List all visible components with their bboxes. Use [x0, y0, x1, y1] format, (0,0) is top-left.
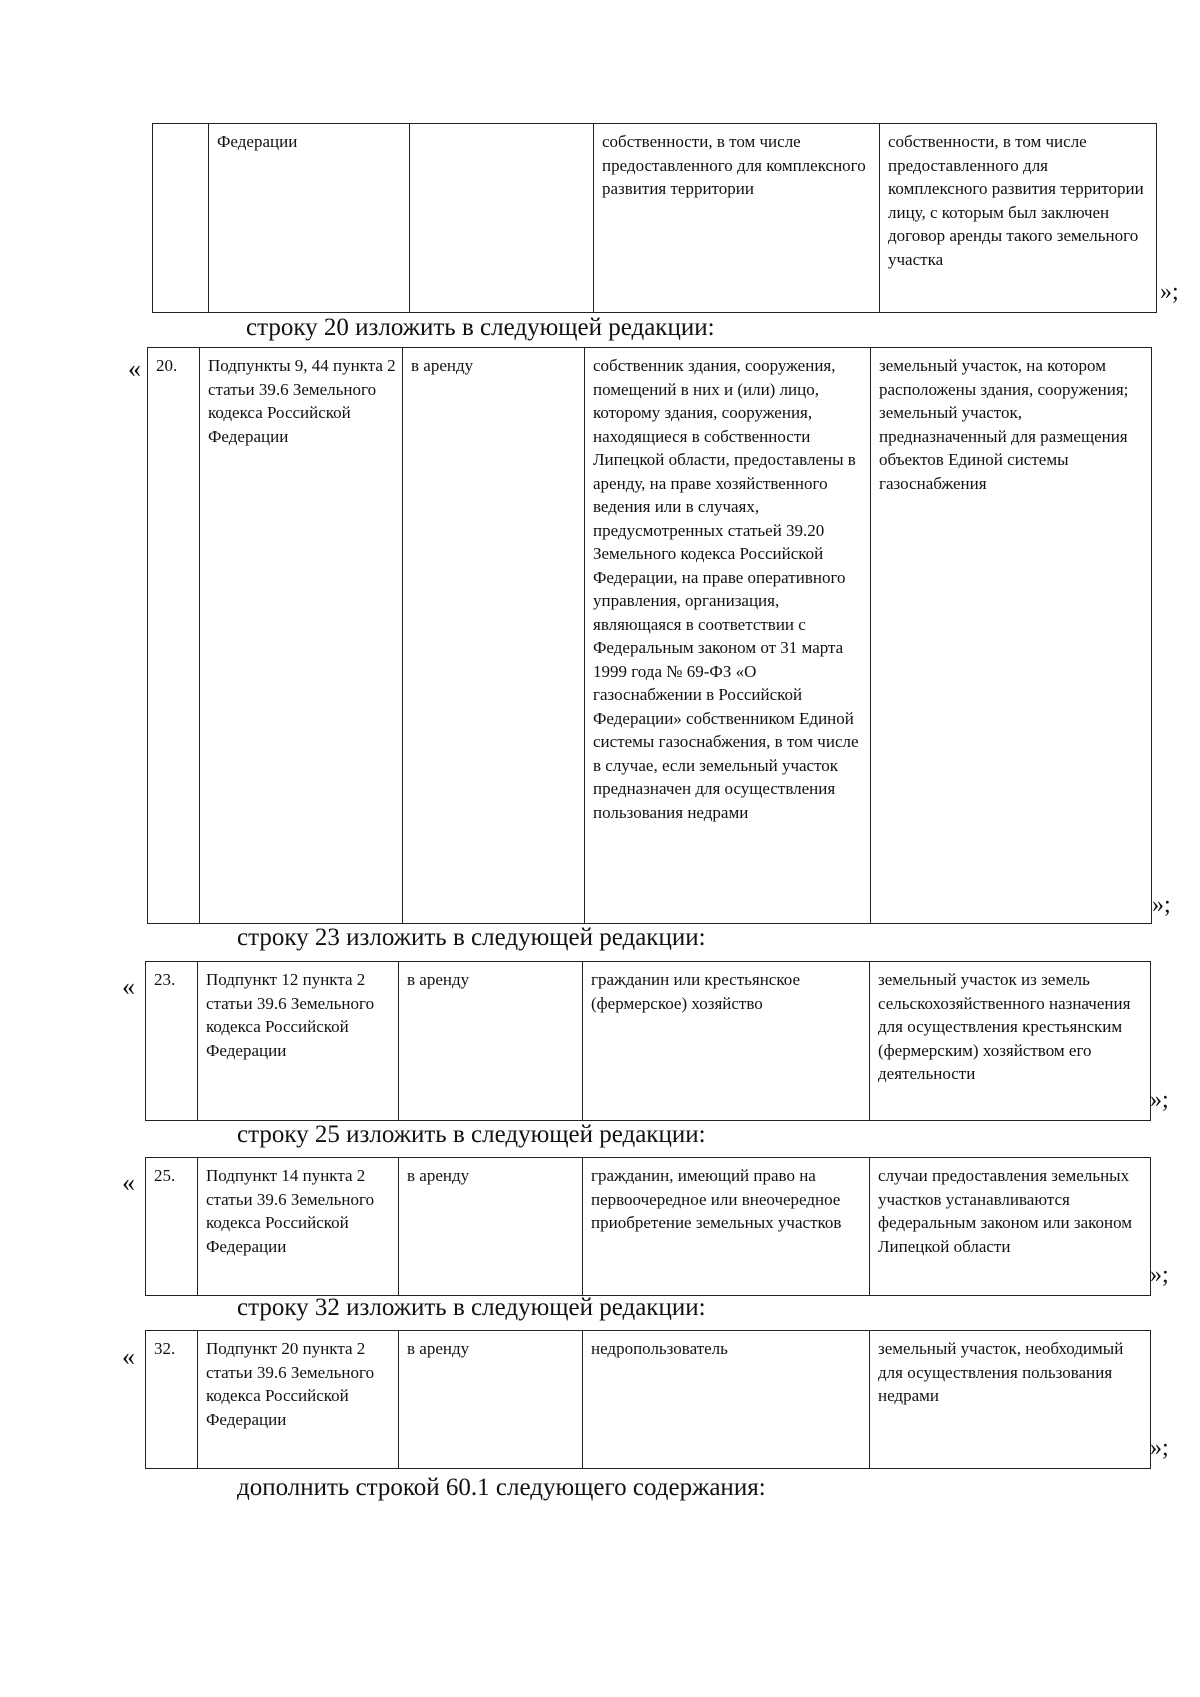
amendment-heading-23: строку 23 изложить в следующей редакции:	[237, 924, 706, 951]
table-row-20	[147, 347, 1152, 924]
cell-type	[410, 124, 594, 313]
opening-quote: «	[122, 1342, 135, 1371]
cell-number: 20.	[148, 348, 200, 924]
opening-quote: «	[128, 354, 141, 383]
cell-number: 32.	[146, 1331, 198, 1469]
cell-basis: Подпункт 12 пункта 2 статьи 39.6 Земельного кодекса Российской Федерации	[198, 962, 399, 1121]
opening-quote: «	[122, 972, 135, 1001]
opening-quote: «	[122, 1168, 135, 1197]
closing-quote: »;	[1150, 1262, 1169, 1288]
cell-object: земельный участок, необходимый для осуществления пользования недрами	[870, 1331, 1151, 1469]
cell-basis: Подпункт 14 пункта 2 статьи 39.6 Земельного кодекса Российской Федерации	[198, 1158, 399, 1296]
cell-basis: Подпункт 20 пункта 2 статьи 39.6 Земельного кодекса Российской Федерации	[198, 1331, 399, 1469]
cell-applicant: недропользователь	[583, 1331, 870, 1469]
cell-object: земельный участок, на котором расположены здания, сооружения; земельный участок, предназначенный для размещения объектов Единой системы газоснабжения	[871, 348, 1152, 924]
closing-quote: »;	[1150, 1087, 1169, 1113]
cell-applicant: гражданин или крестьянское (фермерское) хозяйство	[583, 962, 870, 1121]
table-row-23	[145, 961, 1151, 1121]
cell-number: 25.	[146, 1158, 198, 1296]
closing-quote: »;	[1160, 279, 1179, 305]
amendment-heading-60-1: дополнить строкой 60.1 следующего содержания:	[237, 1474, 766, 1501]
amendment-heading-20: строку 20 изложить в следующей редакции:	[246, 314, 715, 341]
cell-applicant: собственник здания, сооружения, помещений в них и (или) лицо, которому здания, сооружения, находящиеся в собственности Липецкой области, предоставлены в аренду, на праве хозяйственного ведения или в случаях, предусмотренных статьей 39.20 Земельного кодекса Российской Федерации, на праве оперативного управления, организация, являющаяся в соответствии с Федеральным законом от 31 марта 1999 года № 69-ФЗ «О газоснабжении в Российской Федерации» собственником Единой системы газоснабжения, в том числе в случае, если земельный участок предназначен для осуществления пользования недрами	[585, 348, 871, 924]
cell-basis: Федерации	[209, 124, 410, 313]
cell-object: собственности, в том числе предоставленного для комплексного развития территории лицу, с которым был заключен договор аренды такого земельного участка	[880, 124, 1157, 313]
table-row-continuation	[152, 123, 1157, 313]
cell-applicant: собственности, в том числе предоставленного для комплексного развития территории	[594, 124, 880, 313]
cell-number: 23.	[146, 962, 198, 1121]
cell-type: в аренду	[399, 1331, 583, 1469]
table-row-32	[145, 1330, 1151, 1469]
cell-basis: Подпункты 9, 44 пункта 2 статьи 39.6 Земельного кодекса Российской Федерации	[200, 348, 403, 924]
amendment-heading-32: строку 32 изложить в следующей редакции:	[237, 1294, 706, 1321]
cell-object: случаи предоставления земельных участков устанавливаются федеральным законом или законом Липецкой области	[870, 1158, 1151, 1296]
cell-type: в аренду	[403, 348, 585, 924]
cell-object: земельный участок из земель сельскохозяйственного назначения для осуществления крестьянским (фермерским) хозяйством его деятельности	[870, 962, 1151, 1121]
closing-quote: »;	[1152, 892, 1171, 918]
cell-applicant: гражданин, имеющий право на первоочередное или внеочередное приобретение земельных участков	[583, 1158, 870, 1296]
cell-type: в аренду	[399, 962, 583, 1121]
cell-number	[153, 124, 209, 313]
cell-type: в аренду	[399, 1158, 583, 1296]
table-row-25	[145, 1157, 1151, 1296]
amendment-heading-25: строку 25 изложить в следующей редакции:	[237, 1121, 706, 1148]
closing-quote: »;	[1150, 1435, 1169, 1461]
